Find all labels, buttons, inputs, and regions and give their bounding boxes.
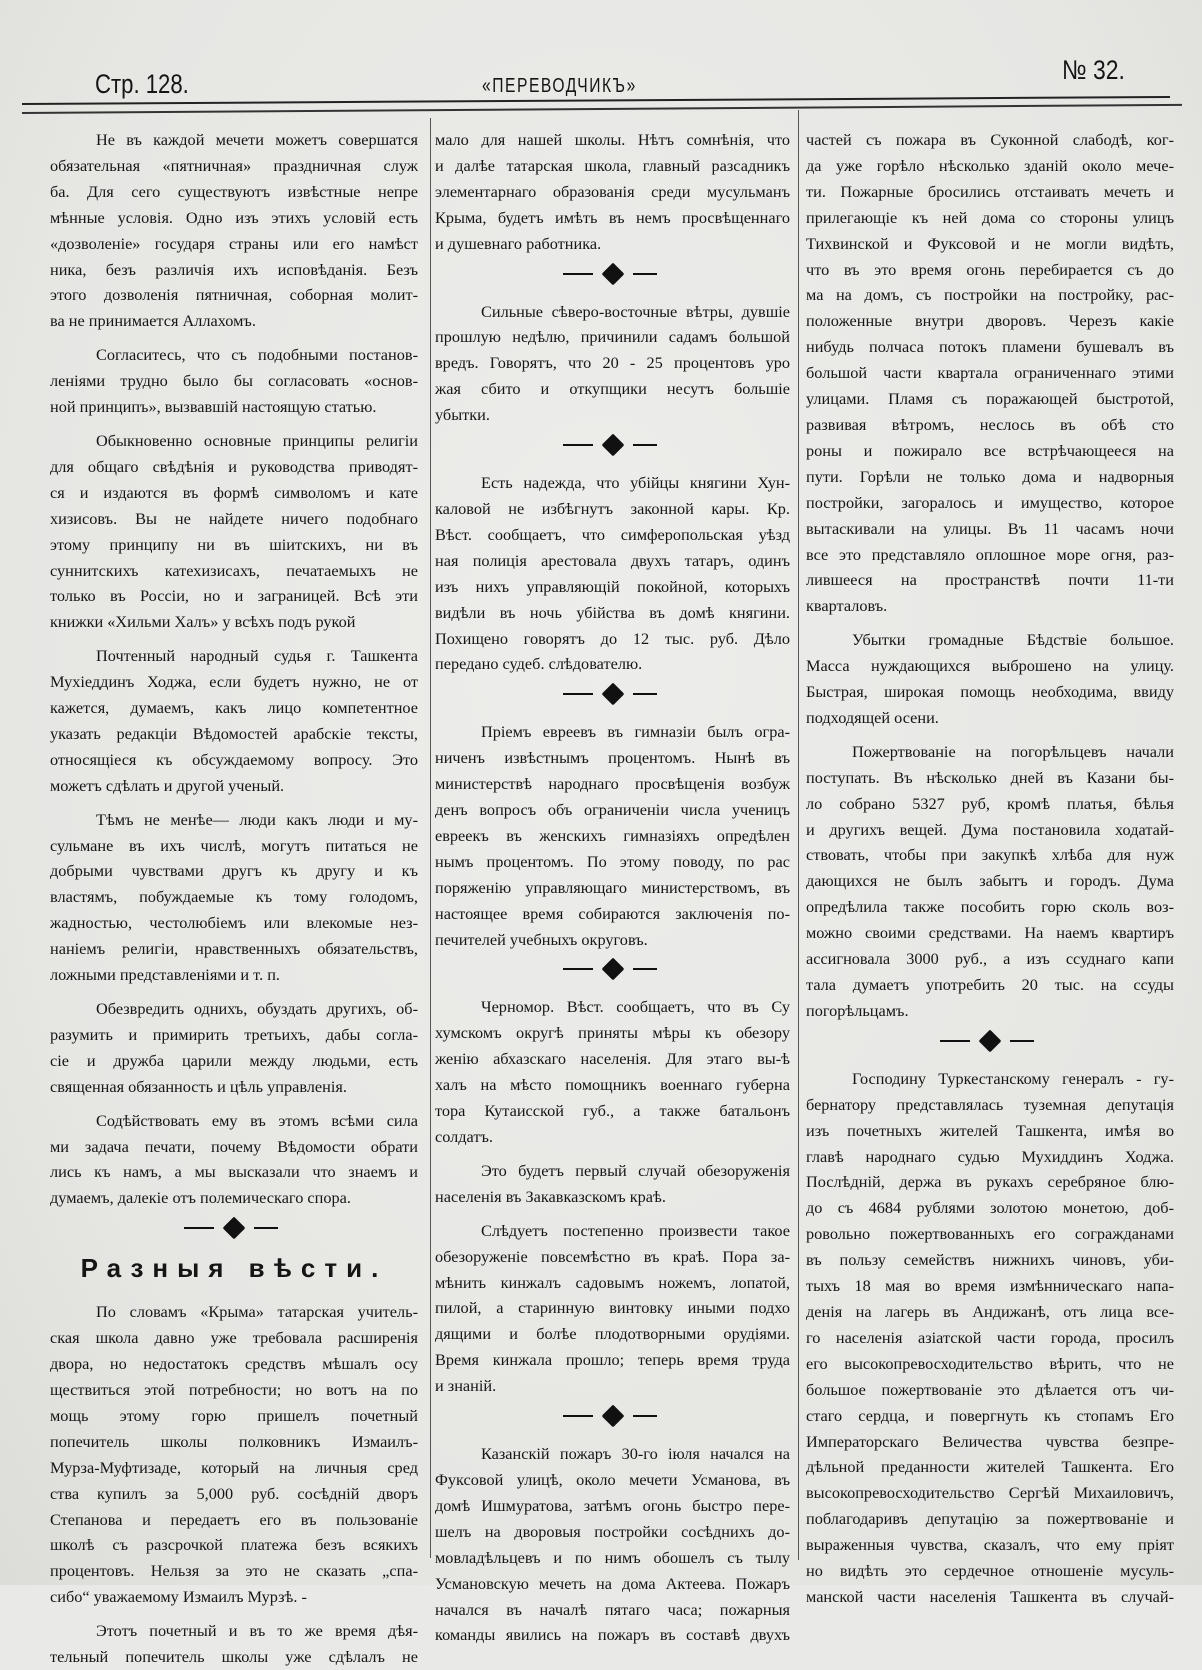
text-line: ровольно пожертвованныхъ его согражданами [806, 1224, 1174, 1244]
text-line: Тихвинской и Фуксовой и не могли видѣть, [806, 233, 1174, 253]
text-line: ществиться этой потребности; но вотъ на по [50, 1379, 418, 1399]
text-line: книжки «Хильми Халъ» у всѣхъ подъ рукой [50, 612, 356, 632]
divider-dash-left [184, 1227, 214, 1229]
text-line: и знаній. [435, 1376, 497, 1396]
article-paragraph [435, 994, 790, 1149]
text-line: Содѣйствовать ему въ этомъ всѣми сила [96, 1110, 418, 1130]
text-line: стаго сердца, и повергнуть къ стопамъ Его [806, 1405, 1174, 1425]
text-line: элементарнаго образованія среди мусульманъ [435, 181, 790, 201]
text-line: можно своими средствами. На наемъ квартиръ [806, 923, 1174, 943]
text-line: населенія въ Закавказскомъ краѣ. [435, 1186, 666, 1206]
text-line: манской части населенія Ташкента въ случай- [806, 1586, 1174, 1606]
text-line: женію абхазскаго населенія. Для этаго вы-ѣ [435, 1049, 790, 1069]
text-line: Это будетъ первый случай обезоруженія [481, 1160, 790, 1180]
column-middle [435, 127, 790, 1648]
divider-dash-right [633, 444, 657, 446]
text-line: тала думаетъ употребить 20 тыс. на ссуды [806, 975, 1174, 994]
text-line: Пожертвованіе на погорѣльцевъ начали [852, 741, 1174, 761]
section-divider-ornament [435, 1399, 790, 1433]
article-paragraph [50, 1299, 418, 1610]
divider-dash-right [633, 273, 657, 275]
text-line: прошлую недѣлю, причинили садамъ большой [435, 327, 790, 347]
text-line: тельный попечитель школы уже сдѣлалъ не [50, 1647, 418, 1667]
text-line: мощь этому горю пришелъ почетный [50, 1405, 418, 1425]
text-line: изъ почетныхъ жителей Ташкента, имѣя во [806, 1120, 1174, 1140]
section-divider-ornament [50, 1211, 418, 1245]
article-paragraph [806, 127, 1174, 619]
text-line: хизисовъ. Вы не найдете ничего подобнаго [50, 508, 418, 528]
article-paragraph [50, 342, 418, 420]
article-paragraph [806, 627, 1174, 731]
column-right [806, 127, 1174, 1610]
text-line: главѣ народнаго судью Мухиддинъ Ходжа. [806, 1146, 1174, 1166]
text-line: подходящей осени. [806, 707, 939, 727]
text-line: жадностью, честолюбіемъ или влекомые нез- [50, 913, 418, 933]
text-line: мѣнные условія. Одно изъ этихъ условій есть [50, 207, 418, 227]
article-paragraph [435, 127, 790, 257]
text-line: халъ на мѣсто помощникъ военнаго губерна [435, 1075, 790, 1095]
section-divider-ornament [435, 428, 790, 462]
text-line: Быстрая, широкая помощь необходима, ввиду [806, 682, 1174, 702]
text-line: опредѣлила также пособить горю сколь воз- [806, 897, 1174, 917]
text-line: поступать. Въ нѣсколько дней въ Казани бы- [806, 767, 1174, 787]
text-line: Господину Туркестанскому генералъ - гу- [852, 1068, 1174, 1088]
text-line: солдатъ. [435, 1127, 493, 1146]
article-paragraph [435, 1218, 790, 1399]
text-line: домѣ Ишмуратова, затѣмъ огонь быстро пере- [435, 1495, 790, 1515]
text-line: вредъ. Говорятъ, что 20 - 25 процентовъ уро [435, 353, 790, 373]
text-line: Тѣмъ не менѣе— люди какъ люди и му- [96, 809, 418, 829]
text-line: Мухіеддинъ Ходжа, если будетъ нужно, не от [50, 672, 418, 692]
text-line: Этотъ почетный и въ то же время дѣя- [96, 1621, 418, 1641]
text-line: попечитель школы полковникъ Измаилъ- [50, 1431, 418, 1451]
text-line: леніями трудно было бы согласовать «основ- [50, 371, 418, 391]
text-line: каловой не избѣгнутъ законной кары. Кр. [435, 498, 790, 518]
header-rule-bottom [22, 104, 1182, 114]
diamond-ornament-icon [223, 1217, 246, 1240]
text-line: вытаскивали на улицы. Въ 11 часамъ ночи [806, 518, 1174, 538]
text-line: передано судеб. слѣдователю. [435, 654, 643, 674]
section-divider-ornament [435, 952, 790, 986]
text-line: денія на лагерь въ Андижанѣ, отъ лица все- [806, 1301, 1174, 1321]
article-paragraph [50, 1108, 418, 1212]
text-line: Казанскій пожаръ 30-го іюля начался на [481, 1444, 790, 1464]
text-line: ба. Для сего существуютъ извѣстные непре [50, 181, 418, 201]
article-paragraph [806, 739, 1174, 1024]
article-paragraph [50, 643, 418, 798]
text-line: ская школа давно уже требовала расширенія [50, 1328, 418, 1348]
article-paragraph [50, 996, 418, 1100]
text-line: мовладѣльцевъ и по нимъ обошелъ съ тылу [435, 1547, 790, 1567]
text-line: жая сбито и откупщики несутъ большіе [435, 379, 790, 399]
text-line: Сильные сѣверо-восточные вѣтры, дувшіе [481, 301, 790, 321]
text-line: сульмане въ ихъ числѣ, могутъ питаться не [50, 835, 418, 855]
text-line: суннитскихъ катехизисахъ, печатаемыхъ не [50, 560, 418, 580]
issue-number: № 32. [1062, 55, 1125, 85]
text-line: до съ 4684 рублями золотою монетою, доб- [806, 1198, 1174, 1218]
text-line: Обезвредить однихъ, обуздать другихъ, об- [96, 999, 418, 1018]
text-line: его высокопревосходительство вѣрить, что не [806, 1353, 1174, 1373]
column-divider-right [798, 110, 799, 1560]
text-line: Императорскаго Величества чувства безпре- [806, 1431, 1174, 1451]
text-line: обязательная «пятничная» праздничная служ [50, 155, 418, 175]
section-divider-ornament [806, 1024, 1174, 1058]
text-line: Не въ каждой мечети можетъ совершатся [96, 130, 418, 149]
divider-dash-left [940, 1040, 970, 1042]
newspaper-title: «ПЕРЕВОДЧИКЪ» [482, 75, 637, 97]
text-line: ассигновала 3000 руб., а изъ ссуднаго капи [806, 949, 1174, 969]
text-line: этого дозволенія пятничная, соборная молит- [50, 285, 418, 305]
text-line: Усмановскую мечеть на дома Актеева. Пожаръ [435, 1573, 790, 1593]
text-line: выраженныя чувства, сказалъ, что ему пріят [806, 1535, 1174, 1555]
article-paragraph [435, 470, 790, 677]
text-line: ва не принимается Аллахомъ. [50, 311, 256, 331]
text-line: что въ это время огонь перебирается съ до [806, 259, 1174, 279]
text-line: ти. Пожарные бросились отстаивать мечеть и [806, 181, 1174, 201]
text-line: ная полиція арестовала двухъ татаръ, одинъ [435, 550, 790, 570]
text-line: видѣли въ ночь убійства въ домѣ княгини. [435, 602, 790, 622]
text-line: погорѣльцамъ. [806, 1000, 909, 1020]
text-line: Вѣст. сообщаетъ, что симферопольская уѣзд [435, 524, 790, 544]
text-line: Мурза-Муфтизаде, который на личныя сред [50, 1457, 418, 1477]
text-line: тора Кутаисской губ., а также батальонъ [435, 1101, 790, 1121]
text-line: хумскомъ округѣ приняты мѣры къ обезору [435, 1023, 790, 1043]
text-line: Похищено говорятъ до 12 тыс. руб. Дѣло [435, 628, 790, 648]
section-divider-ornament [435, 257, 790, 291]
article-paragraph [435, 1441, 790, 1648]
text-line: нымъ процентомъ. По этому поводу, по рас [435, 851, 790, 871]
text-line: большой части квартала ограниченнаго этими [806, 363, 1174, 383]
text-line: ствовать, чтобы при закупкѣ хлѣба для нуж [806, 845, 1174, 865]
text-line: но видѣть это сердечное отношеніе мусуль- [806, 1561, 1174, 1581]
text-line: ника, безъ различія ихъ исповѣданія. Безъ [50, 259, 418, 279]
text-line: начался въ началѣ пятаго часа; пожарныя [435, 1599, 790, 1619]
text-line: процентовъ. Нельзя за это не сказать „спа- [50, 1561, 418, 1581]
text-line: священная обязанность и цѣль управленія. [50, 1076, 347, 1096]
text-line: обезоруженіе повсемѣстно въ краѣ. Пора за- [435, 1246, 790, 1266]
text-line: кажется, думаемъ, какъ лицо компетентное [50, 698, 418, 718]
text-line: да уже горѣло нѣсколько зданій около мече- [806, 155, 1174, 175]
divider-dash-right [1010, 1040, 1034, 1042]
text-line: команды явились на пожаръ въ составѣ двухъ [435, 1625, 790, 1645]
text-line: Пріемъ евреевъ въ гимназіи былъ огра- [481, 722, 790, 742]
text-line: школѣ съ разсрочкой платежа безъ всякихъ [50, 1535, 418, 1555]
diamond-ornament-icon [602, 262, 625, 285]
article-paragraph [50, 807, 418, 988]
diamond-ornament-icon [602, 434, 625, 457]
text-line: Масса нуждающихся выброшено на улицу. [806, 656, 1174, 676]
divider-dash-left [563, 968, 593, 970]
article-paragraph [435, 1158, 790, 1210]
text-line: сибо“ уважаемому Измаилъ Мурзѣ. - [50, 1587, 307, 1607]
text-line: для общаго свѣдѣнія и руководства приводят- [50, 456, 418, 476]
page-number-label: Стр. 128. [95, 69, 189, 99]
text-line: бернатору представлялась туземная депутація [806, 1094, 1174, 1114]
text-line: лившееся на пространствѣ почти 11-ти [806, 570, 1174, 590]
article-paragraph [435, 299, 790, 429]
column-divider-left [430, 118, 431, 1558]
text-line: можетъ сдѣлать и другой ученый. [50, 775, 285, 795]
text-line: го населенія азіатской части города, просилъ [806, 1327, 1174, 1347]
text-line: прилегающіе къ ней дома со стороны улицъ [806, 207, 1174, 227]
text-line: убытки. [435, 405, 490, 425]
text-line: сіе и дружба царили между людьми, есть [50, 1050, 418, 1070]
divider-dash-right [633, 968, 657, 970]
text-line: Время кинжала прошло; теперь время труда [435, 1350, 790, 1370]
section-divider-ornament [435, 677, 790, 711]
text-line: ства купилъ за 5,000 руб. сосѣдній дворъ [50, 1483, 418, 1503]
text-line: пути. Горѣли не только дома и надворныя [806, 466, 1174, 486]
text-line: ной принципъ», вызвавшій настоящую статью. [50, 397, 377, 417]
text-line: шелъ на дворовыя постройки сосѣднихъ до- [435, 1521, 790, 1541]
text-line: частей съ пожара въ Суконной слабодѣ, ког- [806, 130, 1174, 149]
text-line: тыхъ 18 мая во время измѣнническаго напа- [806, 1276, 1174, 1296]
divider-dash-left [563, 693, 593, 695]
text-line: добрыми чувствами другъ къ другу и къ [50, 861, 418, 881]
article-paragraph [435, 719, 790, 952]
text-line: пилой, а старинную винтовку иными подхо [435, 1298, 790, 1318]
divider-dash-left [563, 273, 593, 275]
text-line: роны и пожирало все встрѣчающееся на [806, 440, 1174, 460]
text-line: и душевнаго работника. [435, 233, 602, 253]
text-line: Черномор. Вѣст. сообщаетъ, что въ Су [481, 997, 790, 1017]
text-line: относящіеся къ обсуждаемому вопросу. Это [50, 749, 418, 769]
diamond-ornament-icon [602, 683, 625, 706]
divider-dash-left [563, 444, 593, 446]
column-left [50, 127, 418, 1670]
text-line: дѣльной преданности жителей Ташкента. Его [806, 1457, 1174, 1477]
text-line: Убытки громадные Бѣдствіе большое. [852, 630, 1174, 650]
text-line: Послѣдній, держа въ рукахъ серебряное блю- [806, 1172, 1174, 1192]
article-paragraph [50, 127, 418, 334]
diamond-ornament-icon [602, 958, 625, 981]
text-line: только въ Россіи, но и заграницей. Всѣ эти [50, 586, 418, 606]
text-line: все это представляло оплошное море огня, раз- [806, 544, 1174, 564]
text-line: Обыкновенно основные принципы религіи [96, 430, 418, 450]
text-line: Есть надежда, что убійцы княгини Хун- [481, 473, 790, 493]
text-line: мало для нашей школы. Нѣтъ сомнѣнія, что [435, 130, 790, 149]
text-line: властямъ, побуждаемые къ тому голодомъ, [50, 887, 418, 907]
diamond-ornament-icon [979, 1029, 1002, 1052]
text-line: изъ нихъ управляющій покойной, которыхъ [435, 576, 790, 596]
text-line: поблагодаривъ депутацію за пожертвованіе и [806, 1509, 1174, 1529]
text-line: Согласитесь, что съ подобными постанов- [96, 345, 418, 365]
text-line: ниченъ извѣстнымъ процентомъ. Нынѣ въ [435, 748, 790, 768]
text-line: поряженію управляющаго министерствомъ, въ [435, 877, 790, 897]
text-line: дящими и болѣе плодотворными орудіями. [435, 1324, 790, 1344]
divider-dash-right [254, 1227, 278, 1229]
text-line: указать редакціи Вѣдомостей арабскіе тексты, [50, 723, 418, 743]
text-line: постройки, загоралось и имущество, которое [806, 492, 1174, 512]
text-line: улицами. Пламя съ поражающей быстротой, [806, 389, 1174, 409]
text-line: и далѣе татарская школа, главный разсадникъ [435, 155, 790, 175]
text-line: ложными представленіями и т. п. [50, 965, 280, 985]
text-line: «дозволеніе» государя страны или его намѣст [50, 233, 418, 253]
text-line: высокопревосходительство Сергѣй Михаиловичъ, [806, 1483, 1174, 1503]
section-heading: Разныя вѣсти. [80, 1253, 388, 1284]
text-line: ся и издаются въ формѣ символомъ и кате [50, 482, 418, 502]
text-line: двора, но недостатокъ средствъ мѣшалъ осу [50, 1354, 418, 1374]
text-line: Слѣдуетъ постепенно произвести такое [481, 1220, 790, 1240]
diamond-ornament-icon [602, 1405, 625, 1428]
text-line: лись къ намъ, а мы высказали что знаемъ и [50, 1162, 418, 1182]
divider-dash-right [633, 1415, 657, 1417]
text-line: думаемъ, далекіе отъ полемическаго спора. [50, 1188, 351, 1208]
text-line: По словамъ «Крыма» татарская учитель- [96, 1302, 418, 1322]
text-line: большое пожертвованіе это дѣлается отъ чи- [806, 1379, 1174, 1399]
text-line: въ пользу семействъ нижнихъ чиновъ, уби- [806, 1250, 1174, 1270]
text-line: Степанова и передаетъ его въ пользованіе [50, 1509, 418, 1529]
text-line: нибудь полчаса потокъ пламени бушевалъ въ [806, 337, 1174, 357]
text-line: денъ вопросъ объ ограниченіи числа ученицъ [435, 800, 790, 820]
text-line: наніемъ религіи, нравственныхъ обязательствъ, [50, 939, 418, 959]
text-line: ми задача печати, почему Вѣдомости обрати [50, 1136, 418, 1156]
divider-dash-left [563, 1415, 593, 1417]
text-line: кварталовъ. [806, 596, 888, 616]
text-line: ло собрано 5327 руб, кромѣ платья, бѣлья [806, 793, 1174, 813]
article-paragraph [806, 1066, 1174, 1610]
text-line: развивая вѣтромъ, неслось въ обѣ сто [806, 414, 1174, 434]
divider-dash-right [633, 693, 657, 695]
article-paragraph [50, 1618, 418, 1670]
text-line: печителей учебныхъ округовъ. [435, 929, 648, 949]
text-line: мѣнить кинжалъ садовымъ ножемъ, лопатой, [435, 1272, 790, 1292]
text-line: ма на домъ, съ постройки на постройку, рас- [806, 285, 1174, 305]
text-line: Крыма, будетъ имѣть въ немъ просвѣщеннаго [435, 207, 790, 227]
text-line: Почтенный народный судья г. Ташкента [96, 646, 418, 666]
text-line: и другихъ вещей. Дума постановила ходатай- [806, 819, 1174, 839]
text-line: положенные внутри дворовъ. Черезъ какіе [806, 311, 1174, 331]
text-line: Фуксовой улицѣ, около мечети Усманова, въ [435, 1469, 790, 1489]
text-line: этому принципу ни въ шіитскихъ, ни въ [50, 534, 418, 554]
text-line: евреекъ въ женскихъ гимназіяхъ опредѣлен [435, 825, 790, 845]
text-line: дающихся не былъ забытъ и городъ. Дума [806, 871, 1174, 891]
article-paragraph [50, 428, 418, 635]
text-line: разумить и примирить третьихъ, дабы согла- [50, 1024, 418, 1044]
text-line: министерствѣ народнаго просвѣщенія возбуж [435, 774, 790, 794]
text-line: настоящее время собираются заключенія по- [435, 903, 790, 923]
